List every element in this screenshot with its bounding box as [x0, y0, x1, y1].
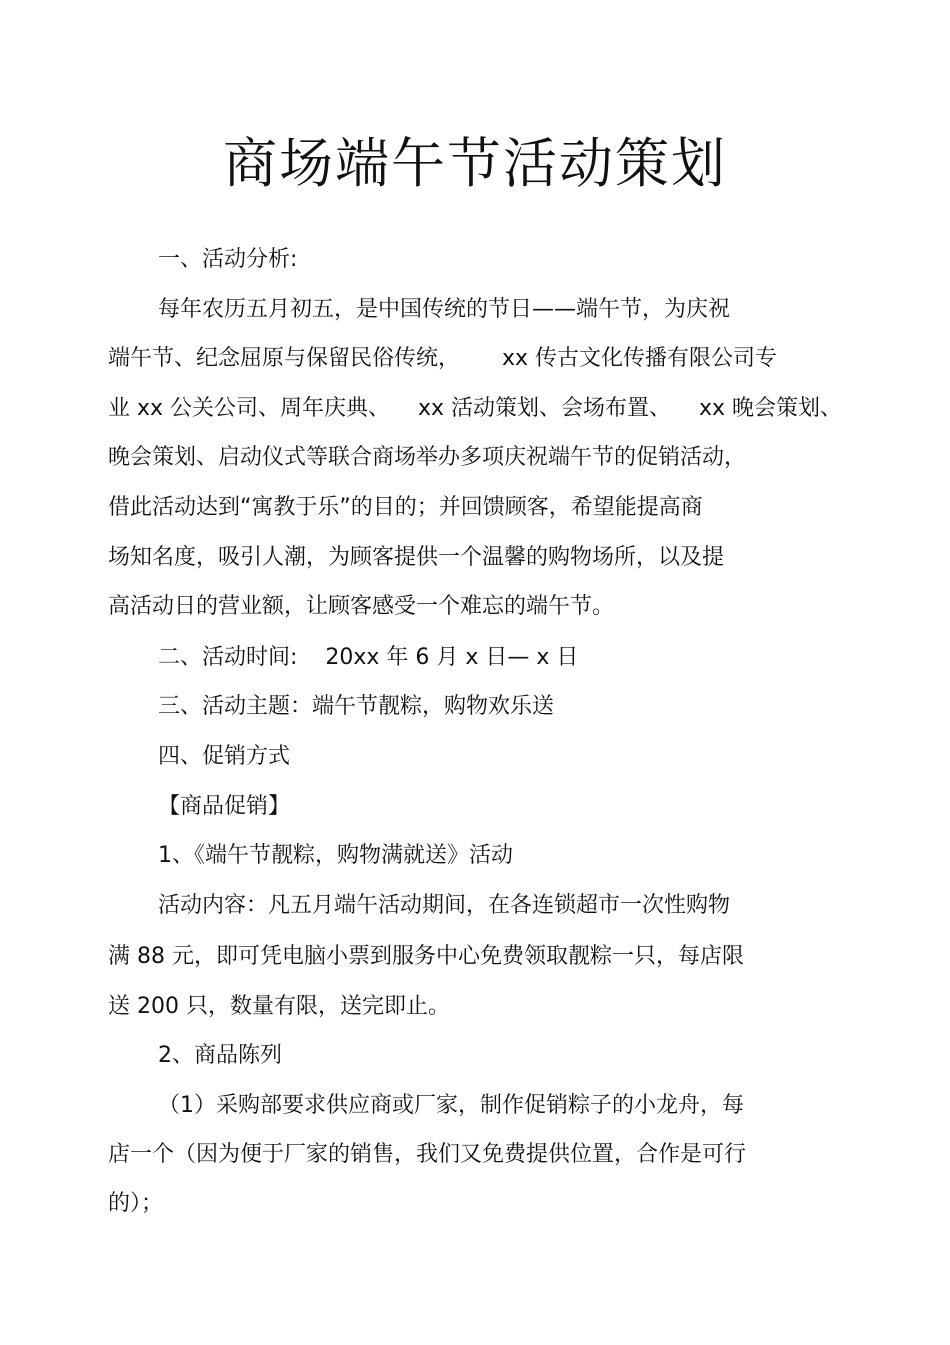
heading-item-2: 2、商品陈列	[158, 1043, 282, 1068]
document-title: 商场端午节活动策划	[223, 132, 727, 195]
paragraph-line: 店一个（因为便于厂家的销售，我们又免费提供位置，合作是可行	[108, 1142, 747, 1167]
paragraph-line: 业 xx 公关公司、周年庆典、 xx 活动策划、会场布置、 xx 晚会策划、	[108, 396, 843, 421]
heading-promotion-method: 四、促销方式	[158, 744, 291, 769]
paragraph-line: 借此活动达到“寓教于乐”的目的；并回馈顾客，希望能提高商	[108, 495, 703, 520]
paragraph-line: 每年农历五月初五，是中国传统的节日——端午节，为庆祝	[158, 297, 731, 322]
paragraph-line: 场知名度，吸引人潮，为顾客提供一个温馨的购物场所，以及提	[108, 545, 725, 570]
paragraph-line: 高活动日的营业额，让顾客感受一个难忘的端午节。	[108, 594, 615, 619]
paragraph-line: （1）采购部要求供应商或厂家，制作促销粽子的小龙舟，每	[158, 1093, 744, 1118]
heading-activity-analysis: 一、活动分析:	[158, 247, 298, 272]
paragraph-line: 满 88 元，即可凭电脑小票到服务中心免费领取靓粽一只，每店限	[108, 944, 744, 969]
heading-product-promotion: 【商品促销】	[158, 794, 291, 819]
paragraph-line: 活动内容：凡五月端午活动期间，在各连锁超市一次性购物	[158, 893, 731, 918]
paragraph-line: 送 200 只，数量有限，送完即止。	[108, 994, 450, 1019]
paragraph-line: 的）；	[108, 1191, 164, 1216]
paragraph-line: 端午节、纪念屈原与保留民俗传统， xx 传古文化传播有限公司专	[108, 346, 777, 371]
heading-activity-theme: 三、活动主题：端午节靓粽，购物欢乐送	[158, 694, 555, 719]
heading-activity-time: 二、活动时间: 20xx 年 6 月 x 日— x 日	[158, 645, 579, 670]
paragraph-line: 晚会策划、启动仪式等联合商场举办多项庆祝端午节的促销活动，	[108, 445, 747, 470]
heading-item-1: 1、《端午节靓粽，购物满就送》活动	[158, 843, 513, 868]
